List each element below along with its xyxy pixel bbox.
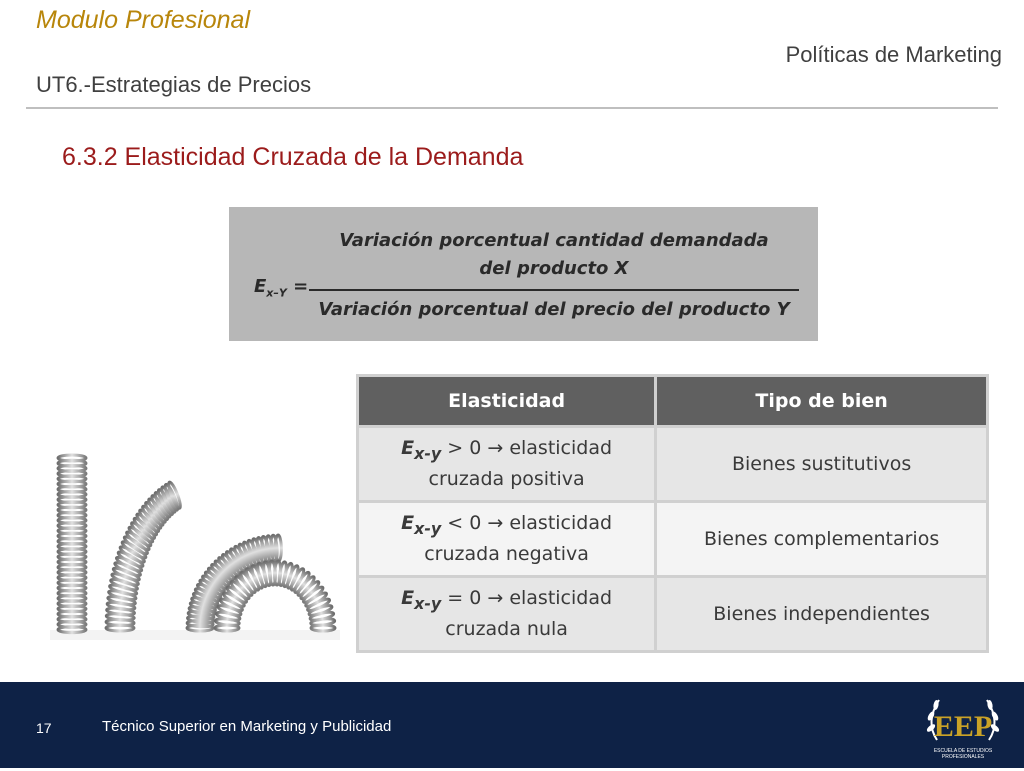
cell-condition: > 0 → elasticidad <box>441 436 613 459</box>
page-number: 17 <box>36 720 52 736</box>
cell-condition: = 0 → elasticidad <box>441 586 613 609</box>
cell-tipo: Bienes complementarios <box>656 502 988 577</box>
elasticity-table <box>356 374 989 653</box>
cell-elasticity <box>358 502 656 577</box>
footer-text: Técnico Superior en Marketing y Publicidad <box>102 718 392 735</box>
formula-lhs-symbol: E <box>254 276 267 297</box>
footer-bar <box>0 682 1024 768</box>
cell-condition: < 0 → elasticidad <box>441 511 613 534</box>
cell-elasticity <box>358 427 656 502</box>
formula-equals: = <box>293 276 309 297</box>
logo-caption: ESCUELA DE ESTUDIOS PROFESIONALES <box>933 748 993 760</box>
cell-symbol: E <box>401 436 415 459</box>
unit-title: UT6.-Estrategias de Precios <box>36 72 312 97</box>
header-divider <box>26 107 998 109</box>
module-title: Modulo Profesional <box>36 6 251 34</box>
cell-tipo: Bienes sustitutivos <box>656 427 988 502</box>
table-row <box>358 427 988 502</box>
school-logo <box>917 688 1009 766</box>
table-row <box>358 502 988 577</box>
formula-numerator <box>309 227 799 283</box>
cell-condition-line2: cruzada negativa <box>424 543 589 566</box>
header-tipo-de-bien: Tipo de bien <box>656 376 988 427</box>
slide-title: 6.3.2 Elasticidad Cruzada de la Demanda <box>62 143 524 171</box>
table-row <box>358 577 988 652</box>
formula-box <box>229 207 818 341</box>
formula-numerator-line1: Variación porcentual cantidad demandada <box>339 230 769 251</box>
cell-symbol: E <box>401 586 415 609</box>
spring-coil <box>234 575 254 597</box>
cell-subscript: x-y <box>414 593 442 613</box>
cell-condition-line2: cruzada nula <box>445 618 568 641</box>
logo-letters: EEP <box>933 710 993 743</box>
course-title: Políticas de Marketing <box>785 42 1002 67</box>
header-elasticidad: Elasticidad <box>358 376 656 427</box>
table-header-row <box>358 376 988 427</box>
cell-symbol: E <box>401 511 415 534</box>
fraction-bar <box>309 289 799 291</box>
formula-lhs-subscript: x–Y <box>266 286 287 300</box>
cell-subscript: x-y <box>414 518 442 538</box>
springs-illustration <box>50 440 340 640</box>
formula-numerator-line2: del producto X <box>479 258 629 279</box>
formula-denominator: Variación porcentual del precio del producto Y <box>318 299 790 320</box>
spring-coil <box>296 575 316 597</box>
cell-subscript: x-y <box>414 443 442 463</box>
cell-condition-line2: cruzada positiva <box>428 468 585 491</box>
spring-coil <box>58 627 86 633</box>
spring-coil <box>311 625 335 631</box>
cell-elasticity <box>358 577 656 652</box>
formula-lhs <box>254 276 308 300</box>
cell-tipo: Bienes independientes <box>656 577 988 652</box>
